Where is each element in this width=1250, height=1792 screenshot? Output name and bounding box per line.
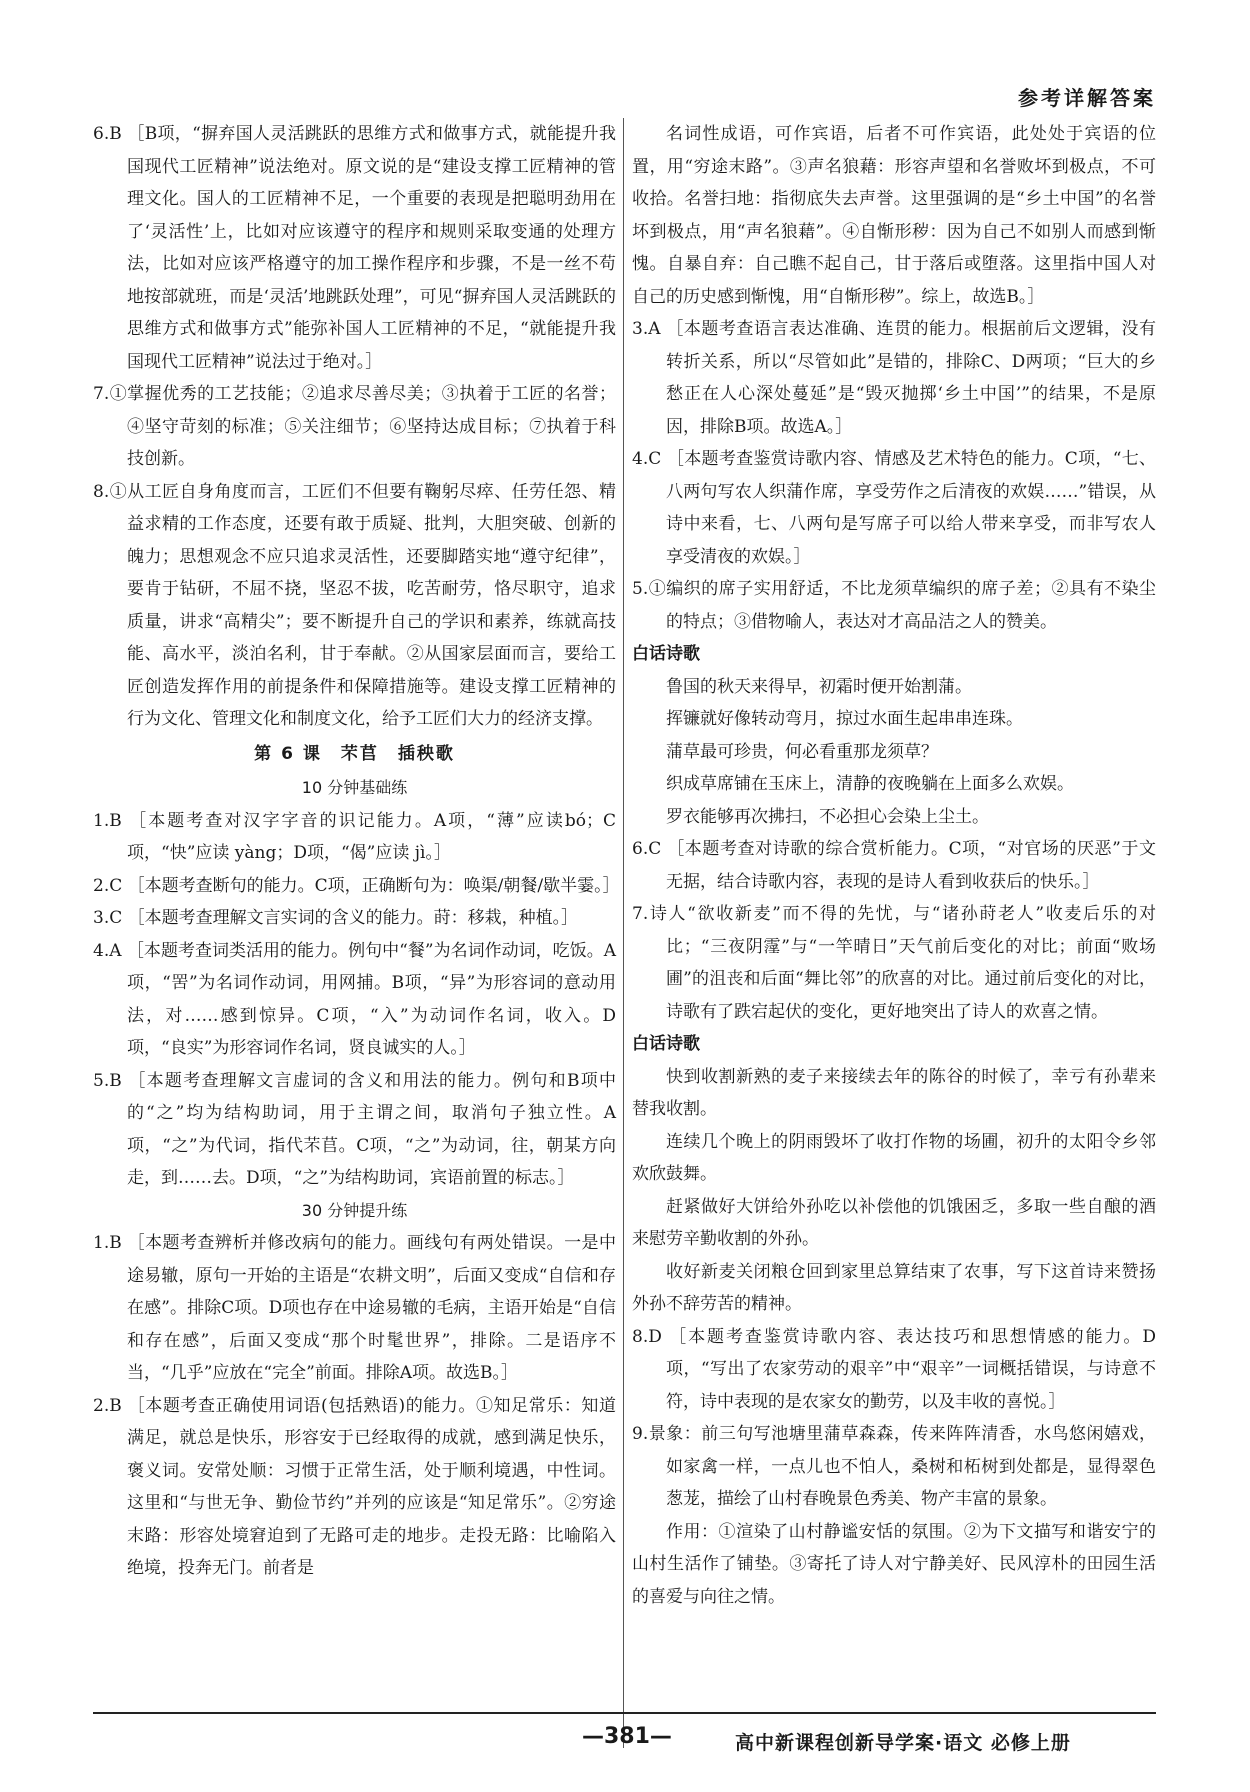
answer-item: 4.C ［本题考查鉴赏诗歌内容、情感及艺术特色的能力。C项，“七、八两句写农人织蒲作席，享受劳作之后清夜的欢娱……”错误，从诗中来看，七、八两句是写席子可以给人带来享受，而非写农人享受清夜的欢娱。］ [632, 449, 1156, 567]
answer-item: 2.C ［本题考查断句的能力。C项，正确断句为：唤渠/朝餐/歇半霎。］ [93, 875, 620, 896]
answer-item: 1.B ［本题考查对汉字字音的识记能力。A项，“薄”应读bó；C项，“快”应读 yàng；D项，“偈”应读 jì。］ [93, 810, 616, 863]
right-column [632, 118, 1156, 1613]
answer-item: 1.B ［本题考查辨析并修改病句的能力。画线句有两处错误。一是中途易辙，原句一开始的主语是“农耕文明”，后面又变成“自信和存在感”。排除C项。D项也存在中途易辙的毛病，主语开始是“自信和存在感”，后面又变成“那个时髦世界”，排除。二是语序不当，“几乎”应放在“完全”前面。排除A项。故选B。］ [93, 1233, 616, 1383]
book-title: 高中新课程创新导学案·语文 必修上册 [735, 1732, 1071, 1754]
answer-item: 7.诗人“欲收新麦”而不得的先忧，与“诸孙莳老人”收麦后乐的对比；“三夜阴霪”与“一竿晴日”天气前后变化的对比；前面“败场圃”的沮丧和后面“舞比邻”的欣喜的对比。通过前后变化的对比，诗歌有了跌宕起伏的变化，更好地突出了诗人的欢喜之情。 [632, 904, 1156, 1022]
answer-item: 5.B ［本题考查理解文言虚词的含义和用法的能力。例句和B项中的“之”均为结构助词，用于主谓之间，取消句子独立性。A项，“之”为代词，指代芣苢。C项，“之”为动词，往，朝某方向走，到……去。D项，“之”为结构助词，宾语前置的标志。］ [93, 1070, 616, 1188]
section-subheading: 30 分钟提升练 [301, 1200, 408, 1220]
answer-item: 3.A ［本题考查语言表达准确、连贯的能力。根据前后文逻辑，没有转折关系，所以“尽管如此”是错的，排除C、D两项；“巨大的乡愁正在人心深处蔓延”是“毁灭抛掷‘乡土中国’”的结果，不是原因，排除B项。故选A。］ [632, 319, 1156, 437]
answer-item: 2.B ［本题考查正确使用词语(包括熟语)的能力。①知足常乐：知道满足，就总是快乐，形容安于已经取得的成就，感到满足快乐，褒义词。安常处顺：习惯于正常生活，处于顺利境遇，中性词。这里和“与世无争、勤俭节约”并列的应该是“知足常乐”。②穷途末路：形容处境窘迫到了无路可走的地步。走投无路：比喻陷入绝境，投奔无门。前者是 [93, 1395, 616, 1578]
poem-line: 蒲草最可珍贵，何必看重那龙须草？ [666, 741, 938, 762]
column-divider [623, 118, 624, 1748]
answer-item: 7.①掌握优秀的工艺技能；②追求尽善尽美；③执着于工匠的名誉；④坚守苛刻的标准；⑤关注细节；⑥坚持达成目标；⑦执着于科技创新。 [93, 384, 616, 469]
answer-item: 8.D ［本题考查鉴赏诗歌内容、表达技巧和思想情感的能力。D项，“写出了农家劳动的艰辛”中“艰辛”一词概括错误，与诗意不符，诗中表现的是农家女的勤劳，以及丰收的喜悦。］ [632, 1326, 1156, 1412]
section-subheading: 10 分钟基础练 [301, 778, 408, 797]
answer-item: 8.①从工匠自身角度而言，工匠们不但要有鞠躬尽瘁、任劳任怨、精益求精的工作态度，还要有敢于质疑、批判，大胆突破、创新的魄力；思想观念不应只追求灵活性，还要脚踏实地“遵守纪律”，要肯于钻研，不屈不挠，坚忍不拔，吃苦耐劳，恪尽职守，追求质量，讲求“高精尖”；要不断提升自己的学识和素养，练就高技能、高水平，淡泊名利，甘于奉献。②从国家层面而言，要给工匠创造发挥作用的前提条件和保障措施等。建设支撑工匠精神的行为文化、管理文化和制度文化，给予工匠们大力的经济支撑。 [93, 481, 616, 729]
answer-item: 6.B ［B项，“摒弃国人灵活跳跃的思维方式和做事方式，就能提升我国现代工匠精神”说法绝对。原文说的是“建设支撑工匠精神的管理文化。国人的工匠精神不足，一个重要的表现是把聪明劲用在了‘灵活性’上，比如对应该遵守的程序和规则采取变通的处理方法，比如对应该严格遵守的加工操作程序和步骤，不是一丝不苟地按部就班，而是‘灵活’地跳跃处理”，可见“摒弃国人灵活跳跃的思维方式和做事方式”能弥补国人工匠精神的不足，“就能提升我国现代工匠精神”说法过于绝对。］ [93, 124, 616, 372]
page-number: —381— [582, 1724, 672, 1749]
poem-line: 罗衣能够再次拂扫，不必担心会染上尘土。 [666, 806, 989, 827]
poem-line: 织成草席铺在玉床上，清静的夜晚躺在上面多么欢娱。 [666, 774, 1074, 794]
prose-paragraph: 作用：①渲染了山村静谧安恬的氛围。②为下文描写和谐安宁的山村生活作了铺垫。③寄托了诗人对宁静美好、民风淳朴的田园生活的喜爱与向往之情。 [632, 1521, 1156, 1607]
prose-paragraph: 连续几个晚上的阴雨毁坏了收打作物的场圃，初升的太阳令乡邻欢欣鼓舞。 [632, 1131, 1156, 1184]
prose-paragraph: 快到收割新熟的麦子来接续去年的陈谷的时候了，幸亏有孙辈来替我收割。 [632, 1066, 1156, 1119]
answer-item: 5.①编织的席子实用舒适，不比龙须草编织的席子差；②具有不染尘的特点；③借物喻人，表达对才高品洁之人的赞美。 [632, 579, 1156, 632]
prose-paragraph: 收好新麦关闭粮仓回到家里总算结束了农事，写下这首诗来赞扬外孙不辞劳苦的精神。 [632, 1261, 1156, 1314]
answer-item: 3.C ［本题考查理解文言实词的含义的能力。莳：移栽，种植。］ [93, 908, 579, 928]
poem-line: 鲁国的秋天来得早，初霜时便开始割蒲。 [666, 676, 972, 697]
footer-rule [93, 1712, 1156, 1714]
prose-paragraph: 赶紧做好大饼给外孙吃以补偿他的饥饿困乏，多取一些自酿的酒来慰劳辛勤收割的外孙。 [632, 1196, 1156, 1249]
poem-line: 挥镰就好像转动弯月，掠过水面生起串串连珠。 [666, 709, 1023, 729]
poem-heading: 白话诗歌 [632, 644, 700, 664]
answer-item: 9.景象：前三句写池塘里蒲草森森，传来阵阵清香，水鸟悠闲嬉戏，如家禽一样，一点儿也不怕人，桑树和柘树到处都是，显得翠色葱茏，描绘了山村春晚景色秀美、物产丰富的景象。 [632, 1424, 1156, 1509]
lesson-heading: 第 6 课 芣苢 插秧歌 [254, 743, 455, 764]
page-footer [0, 1720, 1250, 1760]
answer-item: 4.A ［本题考查词类活用的能力。例句中“餐”为名词作动词，吃饭。A项，“罟”为名词作动词，用网捕。B项，“异”为形容词的意动用法，对……感到惊异。C项，“入”为动词作名词，收入。D项，“良实”为形容词作名词，贤良诚实的人。］ [93, 940, 616, 1058]
prose-paragraph: 名词性成语，可作宾语，后者不可作宾语，此处处于宾语的位置，用“穷途末路”。③声名狼藉：形容声望和名誉败坏到极点，不可收拾。名誉扫地：指彻底失去声誉。这里强调的是“乡土中国”的名誉坏到极点，用“声名狼藉”。④自惭形秽：因为自己不如别人而感到惭愧。自暴自弃：自己瞧不起自己，甘于落后或堕落。这里指中国人对自己的历史感到惭愧，用“自惭形秽”。综上，故选B。］ [632, 124, 1156, 307]
left-column [93, 118, 620, 1585]
answer-item: 6.C ［本题考查对诗歌的综合赏析能力。C项，“对官场的厌恶”于文无据，结合诗歌内容，表现的是诗人看到收获后的快乐。］ [632, 839, 1156, 892]
page-header-title: 参考详解答案 [1018, 86, 1156, 110]
poem-heading: 白话诗歌 [632, 1034, 700, 1054]
